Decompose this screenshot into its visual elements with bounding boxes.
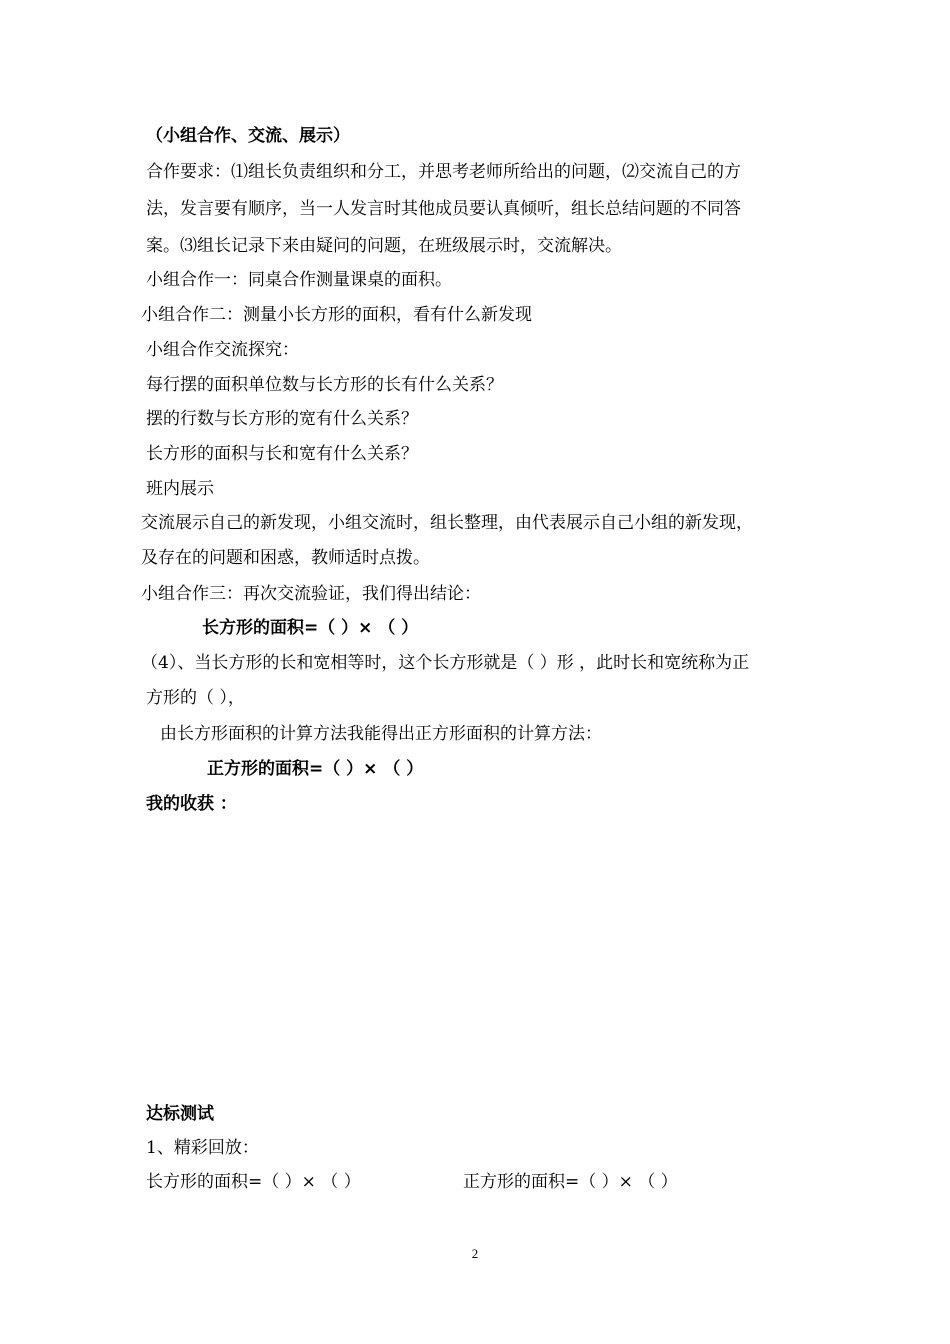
test-square-formula: 正方形的面积=（ ）× （ ） (463, 1172, 678, 1192)
square-note-line-1: （4）、当长方形的长和宽相等时，这个长方形就是（ ）形 ，此时长和宽统称为正 (141, 653, 750, 673)
group-task-2: 小组合作二：测量小长方形的面积，看有什么新发现 (141, 305, 532, 325)
rectangle-area-formula: 长方形的面积=（ ）× （ ） (202, 618, 419, 638)
explore-question-1: 每行摆的面积单位数与长方形的长有什么关系？ (146, 375, 503, 395)
explore-question-2: 摆的行数与长方形的宽有什么关系？ (146, 409, 418, 429)
square-note-line-3: 由长方形面积的计算方法我能得出正方形面积的计算方法： (160, 724, 602, 744)
requirements-line-3: 案。⑶组长记录下来由疑问的问题，在班级展示时，交流解决。 (146, 236, 622, 256)
showcase-title: 班内展示 (146, 479, 214, 499)
page-number: 2 (471, 1246, 479, 1261)
test-item-1: 1、精彩回放： (146, 1138, 259, 1158)
group-task-1: 小组合作一：同桌合作测量课桌的面积。 (146, 270, 452, 290)
section-heading: （小组合作、交流、展示） (146, 126, 350, 146)
test-heading: 达标测试 (146, 1104, 214, 1124)
harvest-heading: 我的收获 ： (146, 794, 237, 814)
requirements-line-1: 合作要求：⑴组长负责组织和分工，并思考老师所给出的问题，⑵交流自己的方 (146, 162, 741, 182)
square-note-line-2: 方形的（ ）， (146, 688, 245, 708)
square-area-formula: 正方形的面积=（ ）× （ ） (207, 759, 424, 779)
explore-question-3: 长方形的面积与长和宽有什么关系？ (146, 444, 418, 464)
test-rectangle-formula: 长方形的面积=（ ）× （ ） (146, 1172, 361, 1192)
showcase-line-2: 及存在的问题和困惑，教师适时点拨。 (141, 548, 430, 568)
requirements-line-2: 法，发言要有顺序，当一人发言时其他成员要认真倾听，组长总结问题的不同答 (146, 199, 741, 219)
group-task-3: 小组合作三：再次交流验证，我们得出结论： (141, 584, 481, 604)
explore-title: 小组合作交流探究： (146, 340, 299, 360)
showcase-line-1: 交流展示自己的新发现，小组交流时，组长整理，由代表展示自己小组的新发现， (141, 513, 753, 533)
